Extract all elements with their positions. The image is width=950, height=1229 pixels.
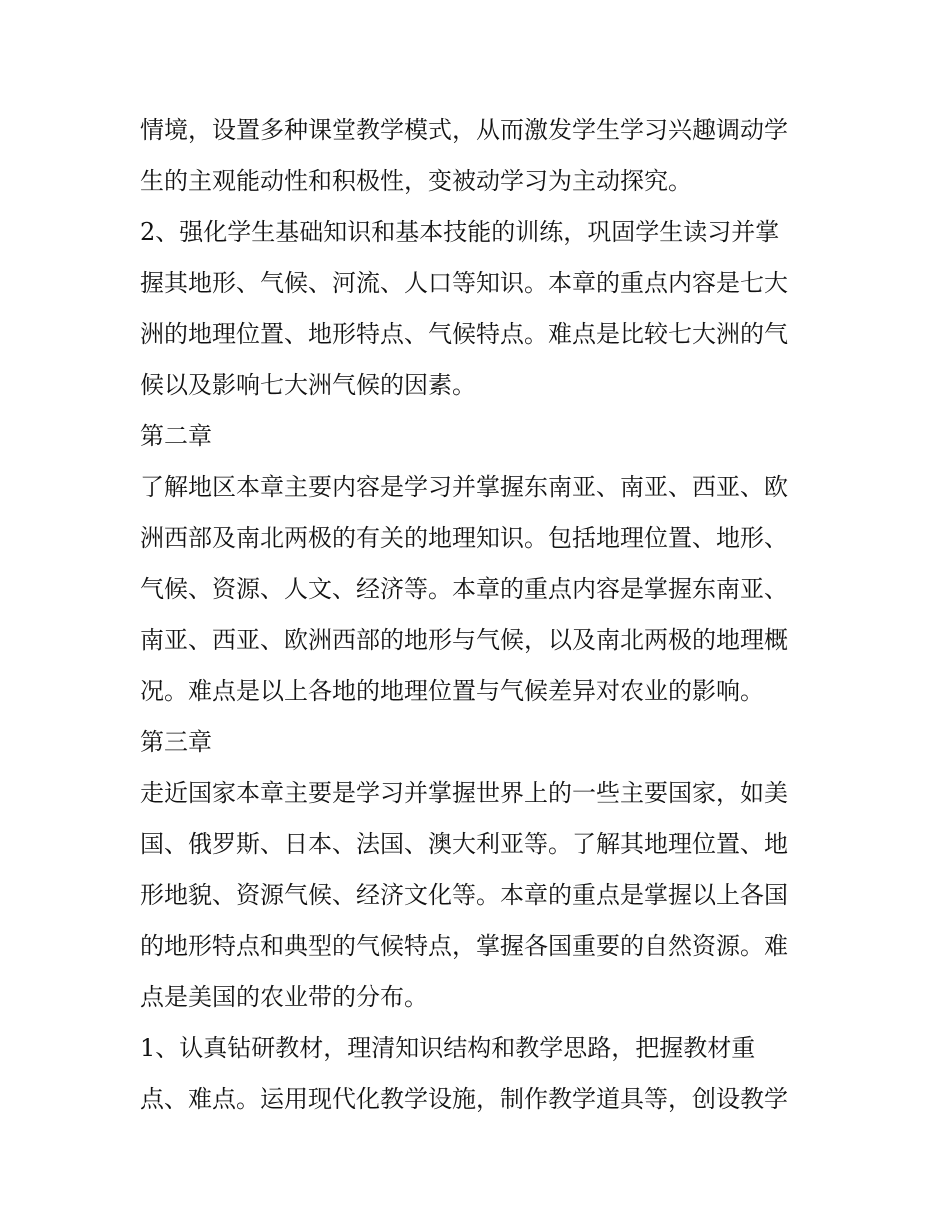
text-line: 洲西部及南北两极的有关的地理知识。包括地理位置、地形、 xyxy=(140,524,788,552)
text-line: 情境，设置多种课堂教学模式，从而激发学生学习兴趣调动学 xyxy=(140,116,788,144)
text-line: 洲的地理位置、地形特点、气候特点。难点是比较七大洲的气 xyxy=(140,320,788,348)
text-line: 的地形特点和典型的气候特点，掌握各国重要的自然资源。难 xyxy=(140,932,788,960)
text-line: 点、难点。运用现代化教学设施，制作教学道具等，创设教学 xyxy=(140,1085,788,1113)
text-line: 形地貌、资源气候、经济文化等。本章的重点是掌握以上各国 xyxy=(140,881,788,909)
text-line: 了解地区本章主要内容是学习并掌握东南亚、南亚、西亚、欧 xyxy=(140,473,788,501)
text-line: 2、强化学生基础知识和基本技能的训练，巩固学生读习并掌 xyxy=(140,218,780,246)
chapter-heading: 第三章 xyxy=(140,728,212,756)
text-line: 走近国家本章主要是学习并掌握世界上的一些主要国家，如美 xyxy=(140,779,788,807)
text-line: 况。难点是以上各地的地理位置与气候差异对农业的影响。 xyxy=(140,677,764,705)
text-line: 握其地形、气候、河流、人口等知识。本章的重点内容是七大 xyxy=(140,269,788,297)
text-line: 点是美国的农业带的分布。 xyxy=(140,983,428,1011)
text-line: 国、俄罗斯、日本、法国、澳大利亚等。了解其地理位置、地 xyxy=(140,830,788,858)
text-line: 1、认真钻研教材，理清知识结构和教学思路，把握教材重 xyxy=(140,1034,756,1062)
text-line: 生的主观能动性和积极性，变被动学习为主动探究。 xyxy=(140,167,692,195)
chapter-heading: 第二章 xyxy=(140,422,212,450)
text-line: 气候、资源、人文、经济等。本章的重点内容是掌握东南亚、 xyxy=(140,575,788,603)
text-line: 候以及影响七大洲气候的因素。 xyxy=(140,371,476,399)
text-line: 南亚、西亚、欧洲西部的地形与气候，以及南北两极的地理概 xyxy=(140,626,788,654)
body-text xyxy=(140,105,820,1125)
